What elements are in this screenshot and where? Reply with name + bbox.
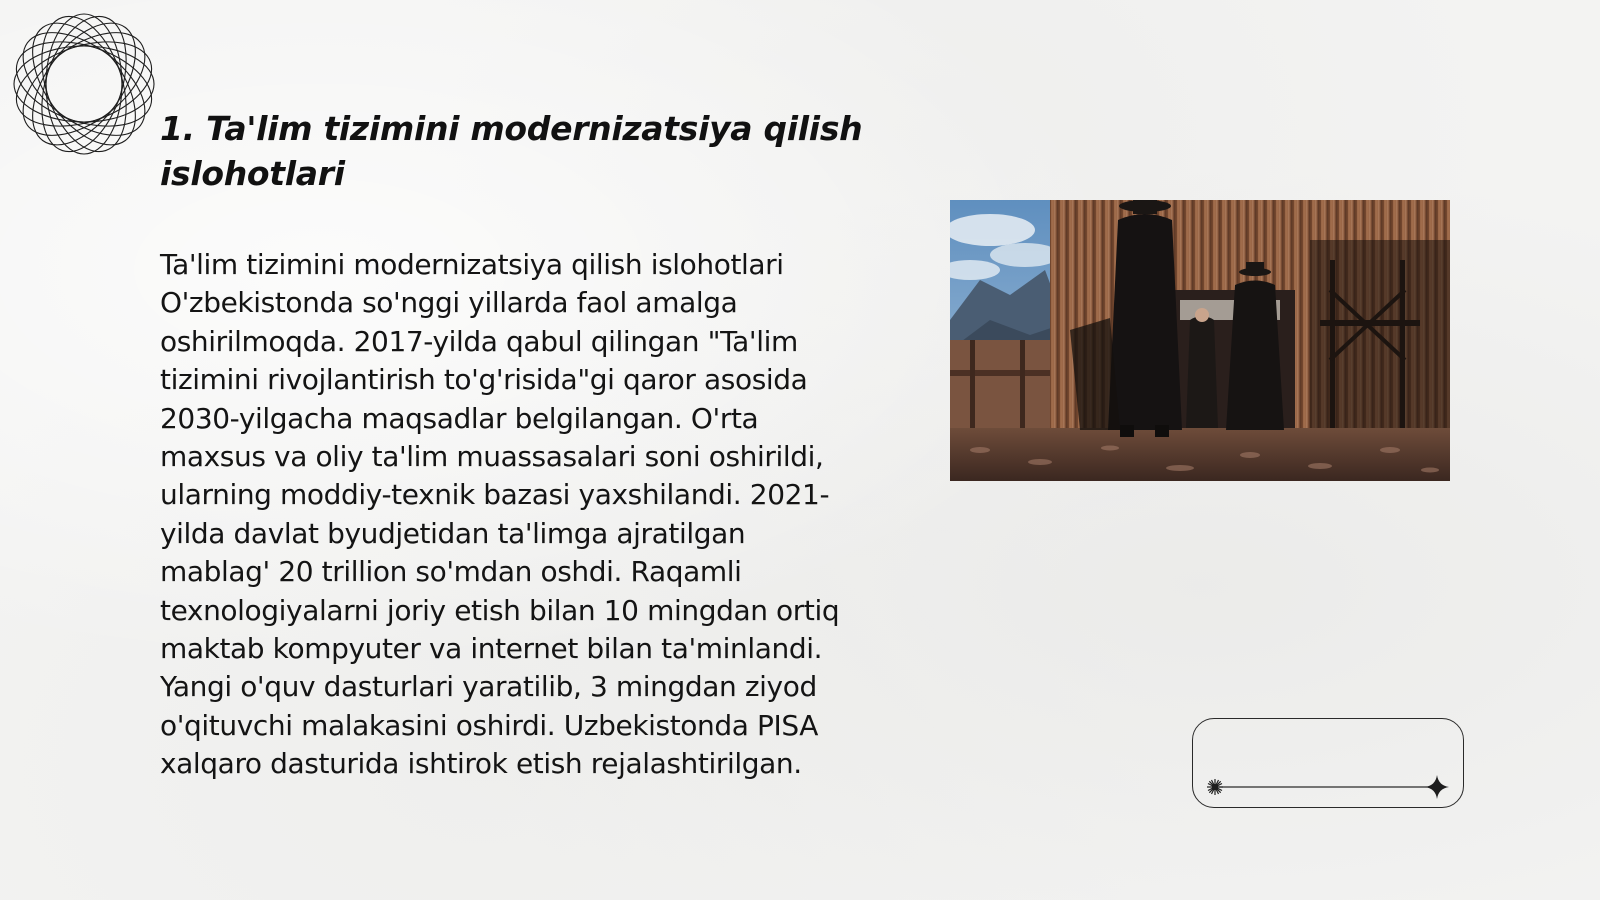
timeline-decoration [1192,718,1464,808]
interlaced-circles-icon [10,10,158,158]
illustration-image [950,200,1450,481]
four-point-star-icon [1425,775,1449,799]
slide-body-text: Ta'lim tizimini modernizatsiya qilish islohotlari O'zbekistonda so'nggi yillarda faol amalga oshirilmoqda. 2017-yilda qabul qilingan "Ta'lim tizimini rivojlantirish to'g'risida"gi qaror asosida 2030-yilgacha maqsadlar belgilangan. O'rta maxsus va oliy ta'lim muassasalari soni oshirildi, ularning moddiy-texnik bazasi yaxshilandi. 2021-yilda davlat byudjetidan ta'limga ajratilgan mablag' 20 trillion so'mdan oshdi. Raqamli texnologiyalarni joriy etish bilan 10 mingdan ortiq maktab kompyuter va internet bilan ta'minlandi. Yangi o'quv dasturlari yaratilib, 3 mingdan ziyod o'qituvchi malakasini oshirdi. Uzbekistonda PISA xalqaro dasturida ishtirok etish rejalashtirilgan. [160,248,840,781]
slide-title: 1. Ta'lim tizimini modernizatsiya qilish islohotlari [160,109,863,193]
sunburst-icon [1207,779,1223,795]
